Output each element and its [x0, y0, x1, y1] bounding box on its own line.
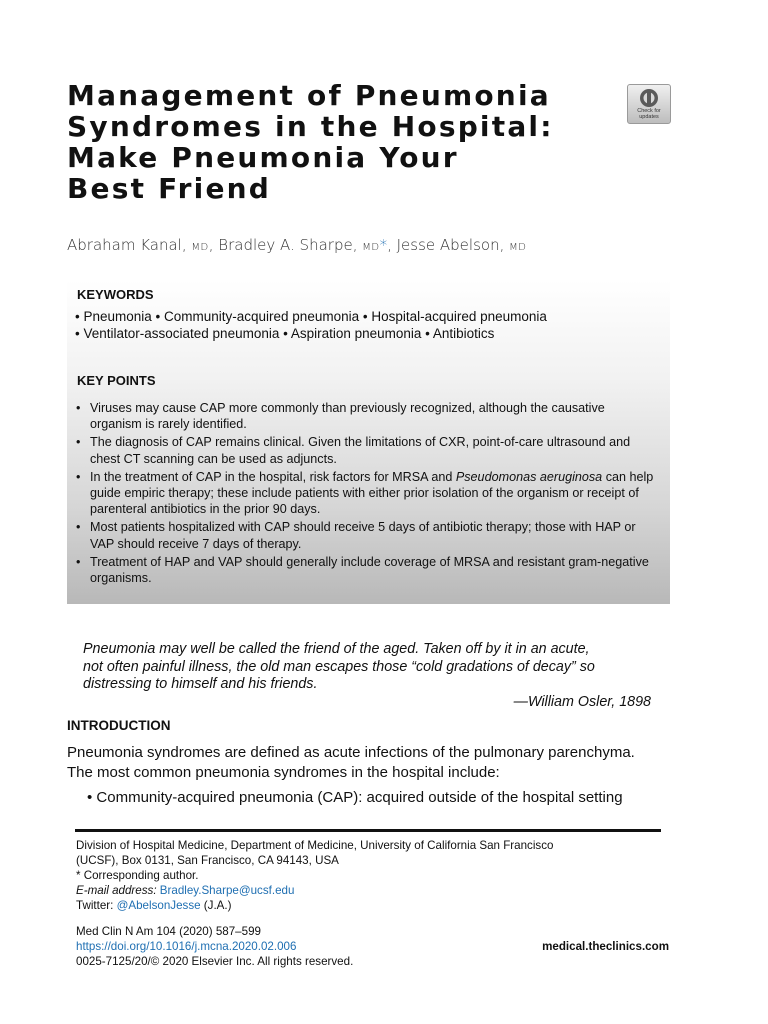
key-point-item: • The diagnosis of CAP remains clinical. Given the limitations of CXR, point-of-care ultrasound and chest CT scanning can be used as adjuncts. [76, 435, 631, 466]
email-label: E-mail address: [76, 884, 157, 897]
quote-line: distressing to himself and his friends. [83, 676, 318, 692]
twitter-label: Twitter: [76, 899, 114, 912]
epigraph-quote [83, 641, 655, 711]
twitter-link[interactable]: @AbelsonJesse [116, 899, 201, 912]
title-line: Best Friend [67, 172, 272, 205]
article-title [67, 80, 587, 204]
title-line: Make Pneumonia Your [67, 141, 459, 174]
title-line: Management of Pneumonia [67, 79, 551, 112]
badge-label: updates [639, 114, 659, 120]
copyright-text: 0025-7125/20/© 2020 Elsevier Inc. All rights reserved. [76, 955, 354, 968]
keywords-keypoints-box [67, 280, 670, 604]
author-name: Abraham Kanal, [67, 236, 187, 254]
author-name: Bradley A. Sharpe, [218, 236, 358, 254]
quote-line: Pneumonia may well be called the friend of the aged. Taken off by it in an acute, [83, 641, 590, 657]
author-degree: MD [362, 242, 380, 253]
affiliation-text: (UCSF), Box 0131, San Francisco, CA 94143, USA [76, 854, 339, 867]
intro-paragraph [67, 743, 687, 782]
corresponding-note: * Corresponding author. [76, 869, 199, 882]
key-points-heading: KEY POINTS [77, 373, 156, 388]
key-point-item: • Most patients hospitalized with CAP should receive 5 days of antibiotic therapy; those with HAP or VAP should receive 7 days of therapy. [76, 520, 636, 551]
doi-line [76, 939, 296, 954]
paragraph-line: The most common pneumonia syndromes in the hospital include: [67, 763, 500, 781]
journal-website-link[interactable]: medical.theclinics.com [542, 940, 669, 953]
author-name: Jesse Abelson, [396, 236, 505, 254]
key-point-item: • In the treatment of CAP in the hospital, risk factors for MRSA and Pseudomonas aeruginosa can help guide empiric therapy; these include patients with either prior isolation of the organism or receipt of parenteral antibiotics in the prior 90 days. [76, 469, 654, 517]
author-list: Abraham Kanal, MD, Bradley A. Sharpe, MD*, Jesse Abelson, MD [67, 236, 527, 254]
title-line: Syndromes in the Hospital: [67, 110, 554, 143]
keywords-line: • Pneumonia • Community-acquired pneumonia • Hospital-acquired pneumonia [75, 309, 547, 324]
affiliation-text: Division of Hospital Medicine, Department of Medicine, University of California San Francisco [76, 839, 554, 852]
twitter-line [76, 898, 232, 913]
citation-text: Med Clin N Am 104 (2020) 587–599 [76, 925, 261, 938]
bullet-icon: • [76, 401, 81, 415]
organism-name: Pseudomonas aeruginosa [455, 469, 603, 484]
author-degree: MD [509, 242, 527, 253]
footnote-divider [75, 829, 661, 832]
intro-bullet-item: • Community-acquired pneumonia (CAP): acquired outside of the hospital setting [87, 789, 623, 806]
author-degree: MD [191, 242, 209, 253]
twitter-suffix: (J.A.) [203, 899, 232, 912]
corresponding-author-marker[interactable]: * [379, 236, 388, 254]
bullet-icon: • [76, 520, 81, 535]
bullet-icon: • [76, 469, 81, 484]
key-point-item: • Viruses may cause CAP more commonly than previously recognized, although the causative organism is rarely identified. [76, 401, 605, 432]
bullet-icon: • [76, 435, 81, 450]
email-link[interactable]: Bradley.Sharpe@ucsf.edu [159, 884, 295, 897]
quote-attribution: —William Osler, 1898 [513, 693, 651, 710]
check-for-updates-badge[interactable] [627, 84, 671, 124]
section-heading: INTRODUCTION [67, 718, 171, 733]
bullet-icon: • [76, 554, 81, 569]
key-point-item: • Treatment of HAP and VAP should generally include coverage of MRSA and resistant gram-negative organisms. [76, 554, 649, 586]
quote-line: not often painful illness, the old man escapes those “cold gradations of decay” so [83, 658, 595, 675]
badge-label: Check for [637, 108, 661, 114]
key-points-list [75, 400, 660, 588]
keywords-heading: KEYWORDS [77, 287, 154, 302]
email-line [76, 883, 294, 898]
paragraph-line: Pneumonia syndromes are defined as acute infections of the pulmonary parenchyma. [67, 744, 635, 761]
doi-link[interactable]: https://doi.org/10.1016/j.mcna.2020.02.006 [76, 940, 297, 953]
keywords-line: • Ventilator-associated pneumonia • Aspiration pneumonia • Antibiotics [75, 326, 495, 341]
crossmark-icon [638, 88, 660, 108]
